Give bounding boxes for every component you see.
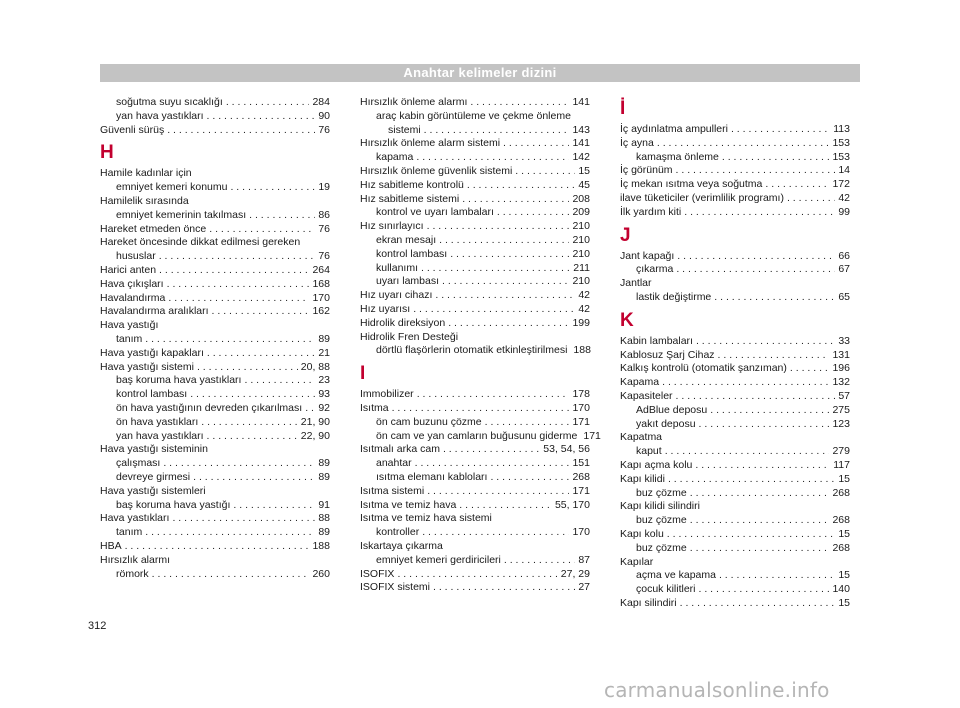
- index-entry: Hareket etmeden önce . . . 76: [100, 223, 330, 237]
- index-entry-wrapped-line: araç kabin görüntüleme ve çekme önleme: [376, 109, 571, 122]
- index-entry: Harici anten . . . 264: [100, 264, 330, 278]
- index-entry: tanım . . . 89: [100, 333, 330, 347]
- index-heading: Hamilelik sırasında: [100, 194, 189, 207]
- index-heading: Hırsızlık alarmı: [100, 553, 171, 566]
- index-entry: kontroller . . . 170: [360, 526, 590, 540]
- index-entry: ön hava yastığının devreden çıkarılması . . . 92: [100, 402, 330, 416]
- index-entry: Kalkış kontrolü (otomatik şanzıman) . . . 196: [620, 362, 850, 376]
- index-entry: Havalandırma aralıkları . . . 162: [100, 305, 330, 319]
- section-letter-i-dotted: İ: [620, 98, 626, 119]
- index-heading: Kapatma: [620, 431, 663, 444]
- index-entry: Jant kapağı . . . 66: [620, 250, 850, 264]
- index-heading: Hareket öncesinde dikkat edilmesi gereken: [100, 236, 301, 249]
- index-entry: açma ve kapama . . . 15: [620, 569, 850, 583]
- index-heading: Hamile kadınlar için: [100, 167, 192, 180]
- index-entry: Güvenli sürüş . . . 76: [100, 124, 330, 138]
- section-letter-h: H: [100, 142, 114, 164]
- index-entry: Kapasiteler . . . 57: [620, 390, 850, 404]
- index-entry: kontrol ve uyarı lambaları . . . 209: [360, 206, 590, 220]
- index-entry: kontrol lambası . . . 210: [360, 248, 590, 262]
- index-entry: emniyet kemeri gerdiricileri . . . 87: [360, 554, 590, 568]
- index-entry: Hız sabitleme sistemi . . . 208: [360, 193, 590, 207]
- index-entry: Hava çıkışları . . . 168: [100, 278, 330, 292]
- index-entry: kullanımı . . . 211: [360, 262, 590, 276]
- index-entry: ISOFIX . . . 27, 29: [360, 568, 590, 582]
- index-column-3: [620, 96, 850, 611]
- index-entry: baş koruma hava yastıkları . . . 23: [100, 374, 330, 388]
- index-heading: Hava yastığı: [100, 319, 159, 332]
- index-entry: İlk yardım kiti . . . 99: [620, 206, 850, 220]
- index-entry: İç mekan ısıtma veya soğutma . . . 172: [620, 178, 850, 192]
- section-letter-k: K: [620, 309, 634, 331]
- index-entry: Hırsızlık önleme güvenlik sistemi . . . 15: [360, 165, 590, 179]
- index-heading: Kapı kilidi silindiri: [620, 500, 700, 513]
- index-entry: Kapı açma kolu . . . 117: [620, 459, 850, 473]
- index-entry: ön hava yastıkları . . . 21, 90: [100, 416, 330, 430]
- index-entry: dörtlü flaşörlerin otomatik etkinleştirilmesi 188: [376, 344, 591, 357]
- index-entry: çıkarma . . . 67: [620, 263, 850, 277]
- index-entry: Kapı kolu . . . 15: [620, 528, 850, 542]
- index-entry: soğutma suyu sıcaklığı . . . 284: [100, 96, 330, 110]
- index-entry: kamaşma önleme . . . 153: [620, 151, 850, 165]
- index-entry: tanım . . . 89: [100, 526, 330, 540]
- index-heading: Kapılar: [620, 555, 654, 568]
- index-entry: Isıtmalı arka cam . . . 53, 54, 56: [360, 443, 590, 457]
- index-heading: Hava yastığı sisteminin: [100, 443, 208, 456]
- section-letter-j: J: [620, 224, 631, 246]
- index-entry: Hız uyarısı . . . 42: [360, 303, 590, 317]
- index-entry: çalışması . . . 89: [100, 457, 330, 471]
- index-heading: Isıtma ve temiz hava sistemi: [360, 512, 492, 525]
- index-column-2: [360, 96, 601, 595]
- index-entry: hususlar . . . 76: [100, 250, 330, 264]
- index-column-1: [100, 96, 330, 581]
- index-entry: Hırsızlık önleme alarm sistemi . . . 141: [360, 137, 590, 151]
- index-entry: devreye girmesi . . . 89: [100, 471, 330, 485]
- index-entry: emniyet kemerinin takılması . . . 86: [100, 209, 330, 223]
- index-entry: Immobilizer . . . 178: [360, 388, 590, 402]
- index-entry: HBA . . . 188: [100, 540, 330, 554]
- index-entry: Isıtma . . . 170: [360, 402, 590, 416]
- index-heading: Hidrolik Fren Desteği: [360, 330, 459, 343]
- index-heading: Hava yastığı sistemleri: [100, 484, 206, 497]
- index-entry: emniyet kemeri konumu . . . 19: [100, 181, 330, 195]
- section-letter-i: I: [360, 363, 366, 385]
- index-entry: sistemi . . . 143: [360, 124, 590, 138]
- index-entry: buz çözme . . . 268: [620, 514, 850, 528]
- index-entry: buz çözme . . . 268: [620, 542, 850, 556]
- index-entry: anahtar . . . 151: [360, 457, 590, 471]
- index-entry: AdBlue deposu . . . 275: [620, 404, 850, 418]
- index-entry: Hız sabitleme kontrolü . . . 45: [360, 179, 590, 193]
- index-entry: ön cam ve yan camların buğusunu giderme 171: [376, 429, 601, 442]
- index-entry: İç görünüm . . . 14: [620, 164, 850, 178]
- index-entry: kaput . . . 279: [620, 445, 850, 459]
- index-entry: Hava yastıkları . . . 88: [100, 512, 330, 526]
- index-entry: baş koruma hava yastığı . . . 91: [100, 499, 330, 513]
- index-entry: Kapı kilidi . . . 15: [620, 473, 850, 487]
- index-heading: Iskartaya çıkarma: [360, 539, 443, 552]
- index-entry: Hız uyarı cihazı . . . 42: [360, 289, 590, 303]
- index-entry: yakıt deposu . . . 123: [620, 418, 850, 432]
- index-entry: kapama . . . 142: [360, 151, 590, 165]
- index-entry: yan hava yastıkları . . . 22, 90: [100, 430, 330, 444]
- index-entry: buz çözme . . . 268: [620, 487, 850, 501]
- index-entry: uyarı lambası . . . 210: [360, 275, 590, 289]
- index-entry: Isıtma sistemi . . . 171: [360, 485, 590, 499]
- watermark-footer: carmanualsonline.info: [604, 678, 830, 702]
- index-entry: kontrol lambası . . . 93: [100, 388, 330, 402]
- index-entry: lastik değiştirme . . . 65: [620, 291, 850, 305]
- index-heading: Jantlar: [620, 277, 652, 290]
- index-entry: ön cam buzunu çözme . . . 171: [360, 416, 590, 430]
- page-header-banner: Anahtar kelimeler dizini: [100, 64, 860, 82]
- index-entry: İç aydınlatma ampulleri . . . 113: [620, 123, 850, 137]
- index-entry: İç ayna . . . 153: [620, 137, 850, 151]
- index-entry: Kablosuz Şarj Cihaz . . . 131: [620, 349, 850, 363]
- index-entry: Kapama . . . 132: [620, 376, 850, 390]
- index-entry: Kabin lambaları . . . 33: [620, 335, 850, 349]
- index-entry: Isıtma ve temiz hava . . . 55, 170: [360, 499, 590, 513]
- index-entry: Kapı silindiri . . . 15: [620, 597, 850, 611]
- index-entry: Hırsızlık önleme alarmı . . . 141: [360, 96, 590, 110]
- index-entry: Hava yastığı kapakları . . . 21: [100, 347, 330, 361]
- index-entry: ISOFIX sistemi . . . 27: [360, 581, 590, 595]
- page-number: 312: [88, 620, 107, 632]
- index-entry: Hava yastığı sistemi . . . 20, 88: [100, 361, 330, 375]
- index-entry: Hız sınırlayıcı . . . 210: [360, 220, 590, 234]
- index-entry: ilave tüketiciler (verimlilik programı) . . . 42: [620, 192, 850, 206]
- index-entry: ısıtma elemanı kabloları . . . 268: [360, 471, 590, 485]
- index-entry: yan hava yastıkları . . . 90: [100, 110, 330, 124]
- index-entry: römork . . . 260: [100, 568, 330, 582]
- index-entry: ekran mesajı . . . 210: [360, 234, 590, 248]
- index-entry: Hidrolik direksiyon . . . 199: [360, 317, 590, 331]
- index-entry: Havalandırma . . . 170: [100, 292, 330, 306]
- index-entry: çocuk kilitleri . . . 140: [620, 583, 850, 597]
